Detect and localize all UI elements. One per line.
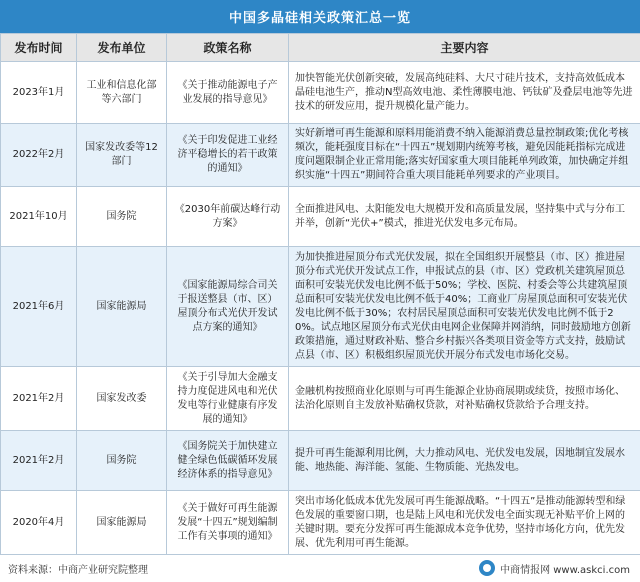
cell-policy-name: 《关于做好可再生能源发展“十四五”规划编制工作有关事项的通知》 (167, 491, 289, 555)
cell-policy-name: 《关于引导加大金融支持力度促进风电和光伏发电等行业健康有序发展的通知》 (167, 367, 289, 431)
column-header-date: 发布时间 (1, 34, 77, 62)
cell-policy-name: 《关于推动能源电子产业发展的指导意见》 (167, 62, 289, 124)
cell-content: 金融机构按照商业化原则与可再生能源企业协商展期或续贷，按照市场化、法治化原则自主发放补贴确权贷款，对补贴确权贷款给予合理支持。 (289, 367, 640, 431)
column-header-policy-name: 政策名称 (167, 34, 289, 62)
cell-content: 全面推进风电、太阳能发电大规模开发和高质量发展，坚持集中式与分布工并举，创新“光伏+”模式，推进光伏发电多元布局。 (289, 187, 640, 247)
cell-date: 2021年2月 (1, 367, 77, 431)
cell-policy-name: 《关于印发促进工业经济平稳增长的若干政策的通知》 (167, 124, 289, 187)
cell-date: 2022年2月 (1, 124, 77, 187)
cell-content: 加快智能光伏创新突破，发展高纯硅料、大尺寸硅片技术，支持高效低成本晶硅电池生产，推动N型高效电池、柔性薄膜电池、钙钛矿及叠层电池等先进技术的研发应用，提升规模化量产能力。 (289, 62, 640, 124)
brand-text: 中商情报网 www.askci.com (500, 564, 630, 576)
brand-mark (479, 560, 630, 576)
cell-unit: 国家能源局 (77, 247, 167, 367)
table-row (1, 247, 640, 367)
cell-date: 2021年2月 (1, 431, 77, 491)
cell-policy-name: 《2030年前碳达峰行动方案》 (167, 187, 289, 247)
column-header-content: 主要内容 (289, 34, 640, 62)
footer (0, 554, 640, 582)
table-row (1, 62, 640, 124)
source-note: 资料来源：中商产业研究院整理 (8, 564, 148, 576)
policy-table (0, 33, 640, 555)
column-header-unit: 发布单位 (77, 34, 167, 62)
cell-content: 为加快推进屋顶分布式光伏发展，拟在全国组织开展整县（市、区）推进屋顶分布式光伏开发试点工作，申报试点的县（市、区）党政机关建筑屋顶总面积可安装光伏发电比例不低于50%；学校、医院、村委会等公共建筑屋顶总面积可安装光伏发电比例不低于40%；工商业厂房屋顶总面积可安装光伏发电比例不低于30%；农村居民屋顶总面积可安装光伏发电比例不低于20%。试点地区屋顶分布式光伏由电网企业保障并网消纳，同时鼓励地方创新政策措施，通过财政补贴、整合乡村振兴各类项目资金等方式支持，鼓励试点县（市、区）积极组织屋顶光伏开展分布式发电市场化交易。 (289, 247, 640, 367)
header-row (1, 34, 640, 62)
cell-unit: 工业和信息化部等六部门 (77, 62, 167, 124)
cell-unit: 国家能源局 (77, 491, 167, 555)
cell-date: 2021年10月 (1, 187, 77, 247)
table-row (1, 124, 640, 187)
askci-logo-icon (479, 560, 495, 576)
table-title: 中国多晶硅相关政策汇总一览 (0, 0, 640, 33)
cell-unit: 国家发改委 (77, 367, 167, 431)
cell-policy-name: 《国家能源局综合司关于报送整县（市、区）屋顶分布式光伏开发试点方案的通知》 (167, 247, 289, 367)
cell-unit: 国务院 (77, 187, 167, 247)
cell-content: 实好新增可再生能源和原料用能消费不纳入能源消费总量控制政策;优化考核频次，能耗强度目标在“十四五”规划期内统筹考核，避免因能耗指标完成进度问题限制企业正常用能;落实好国家重大项目能耗单列政策，加快确定并组织实施“十四五”期间符合重大项目能耗单列要求的产业项目。 (289, 124, 640, 187)
table-row (1, 367, 640, 431)
cell-date: 2020年4月 (1, 491, 77, 555)
cell-date: 2023年1月 (1, 62, 77, 124)
table-row (1, 491, 640, 555)
cell-policy-name: 《国务院关于加快建立健全绿色低碳循环发展经济体系的指导意见》 (167, 431, 289, 491)
cell-date: 2021年6月 (1, 247, 77, 367)
cell-content: 突出市场化低成本优先发展可再生能源战略。“十四五”是推动能源转型和绿色发展的重要窗口期，也是陆上风电和光伏发电全面实现无补贴平价上网的关键时期。要充分发挥可再生能源成本竞争优势，坚持市场化方向，优先发展、优先利用可再生能源。 (289, 491, 640, 555)
cell-unit: 国务院 (77, 431, 167, 491)
cell-content: 提升可再生能源利用比例，大力推动风电、光伏发电发展，因地制宜发展水能、地热能、海洋能、氢能、生物质能、光热发电。 (289, 431, 640, 491)
table-row (1, 431, 640, 491)
table-row (1, 187, 640, 247)
cell-unit: 国家发改委等12部门 (77, 124, 167, 187)
